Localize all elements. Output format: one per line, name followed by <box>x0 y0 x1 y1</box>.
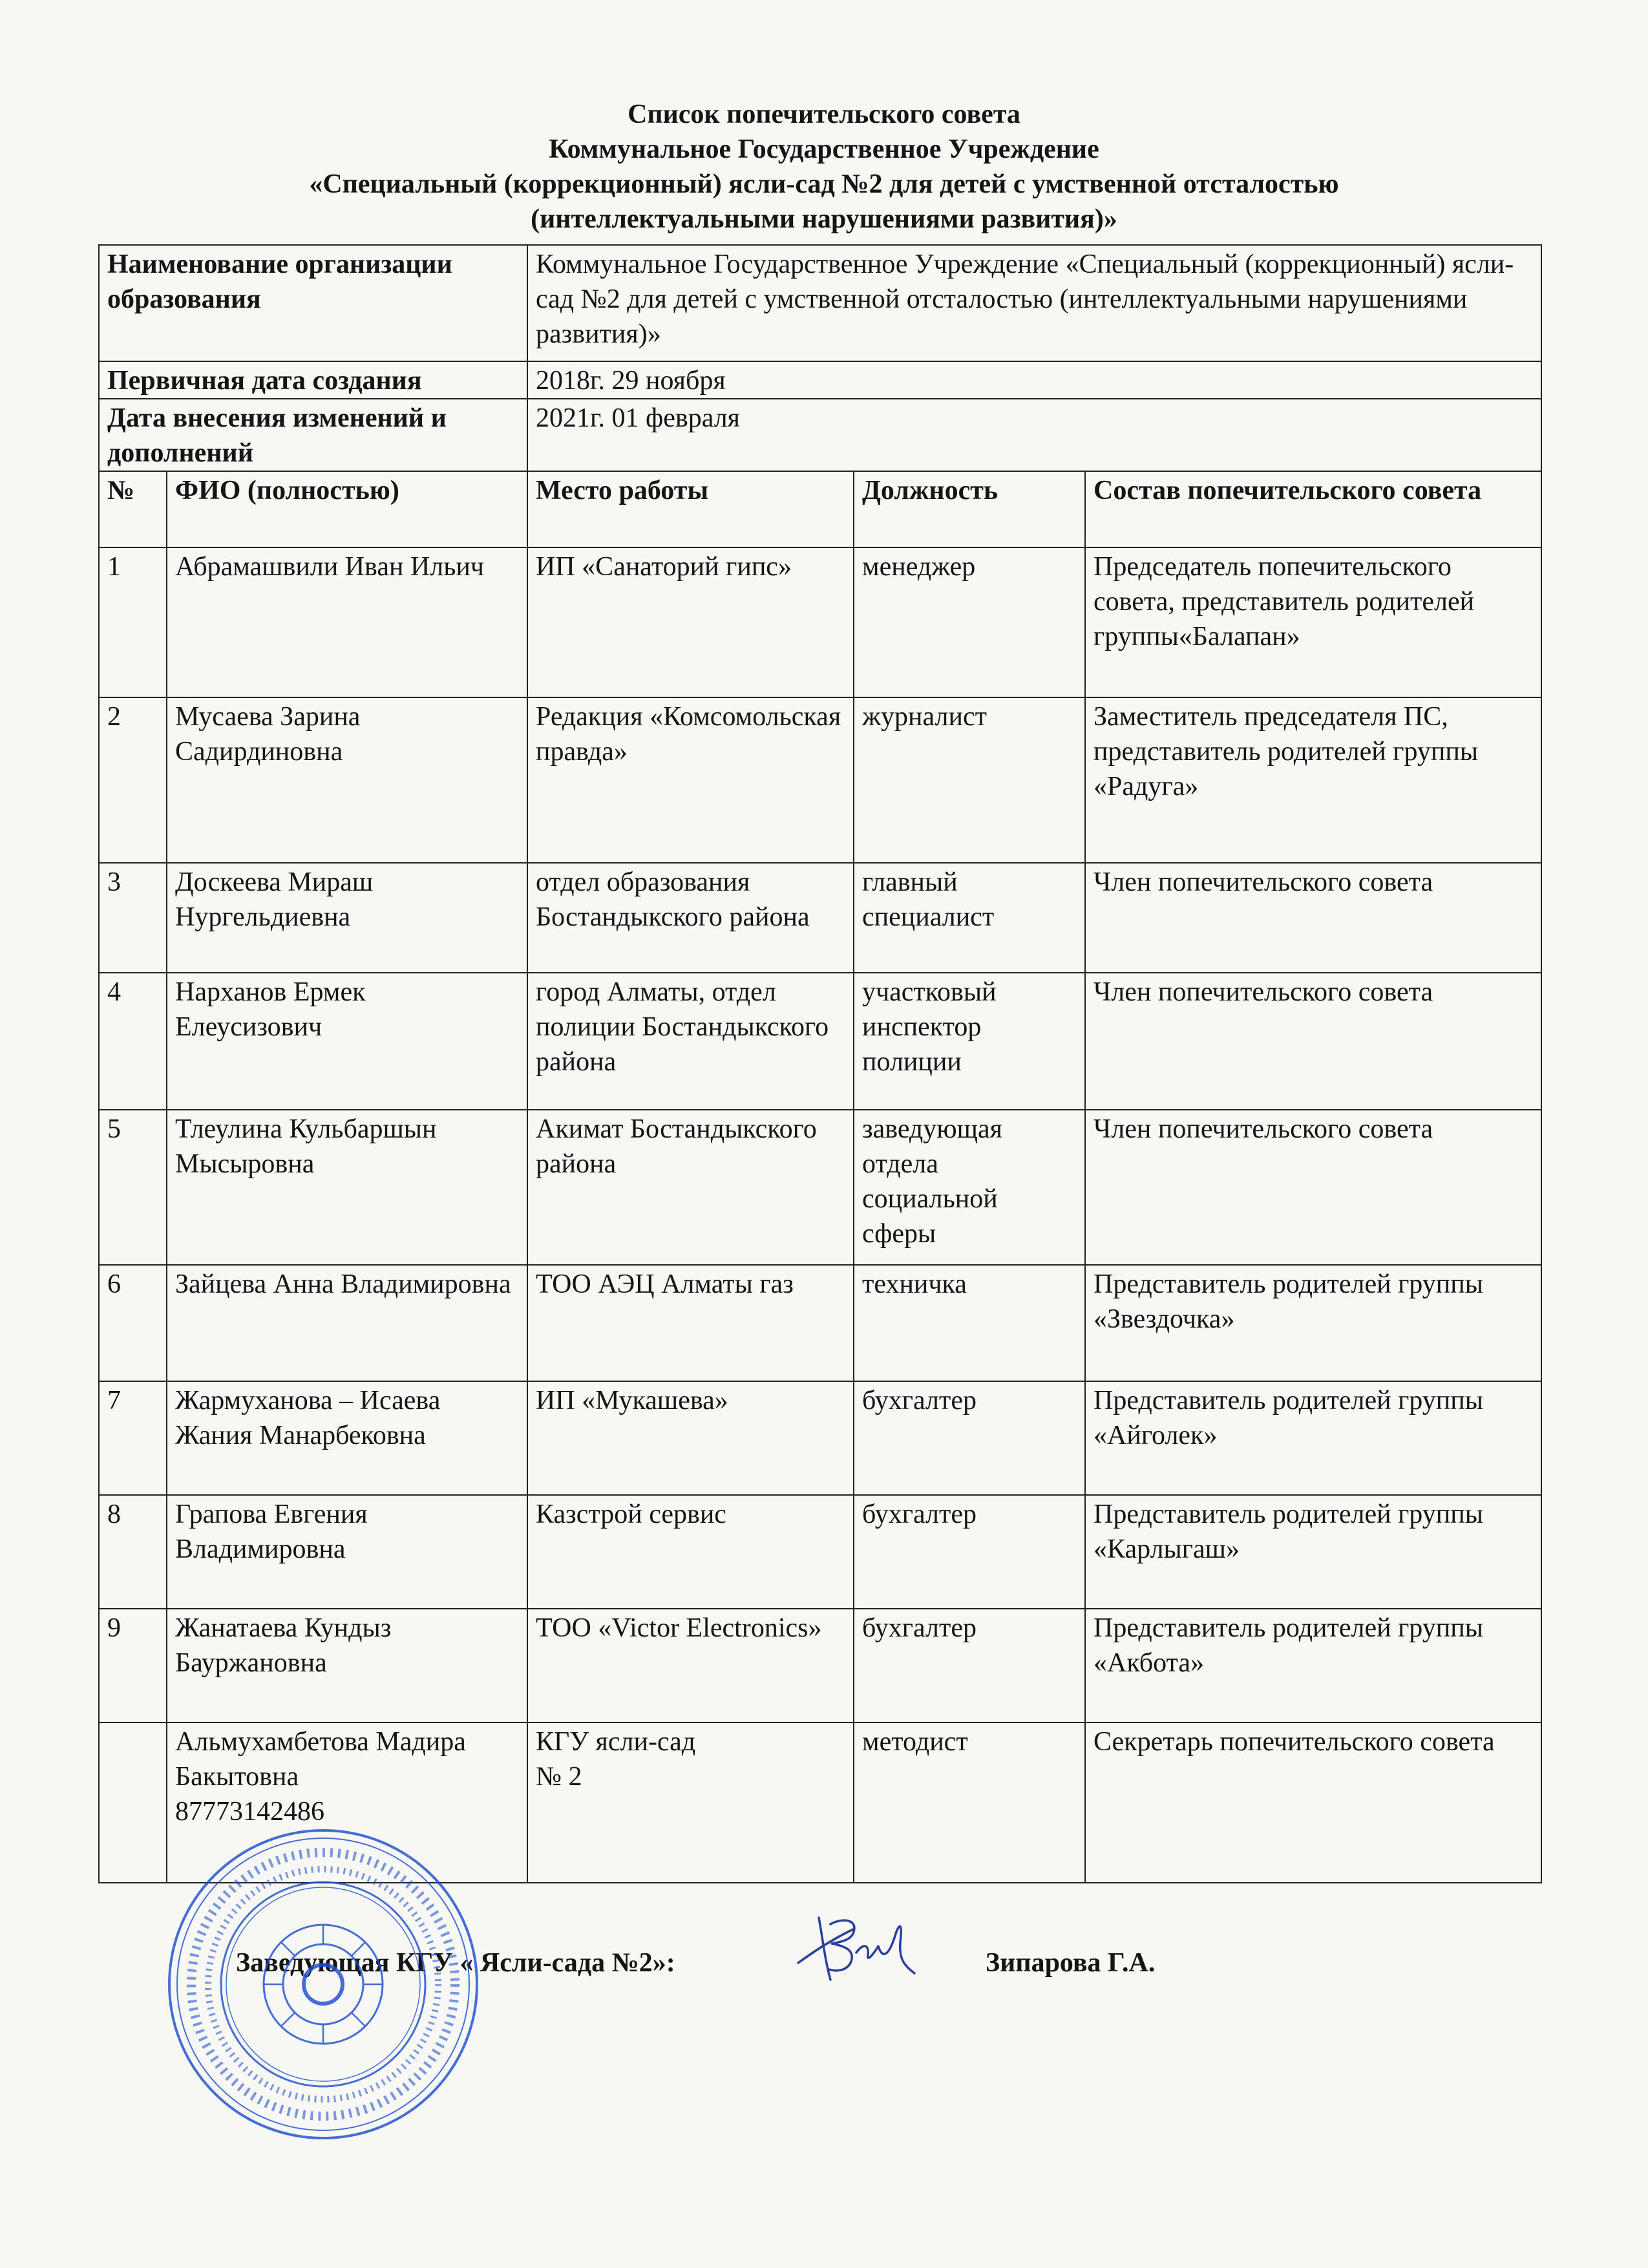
cell-name: Тлеулина Кульбаршын Мысыровна <box>167 1110 527 1265</box>
cell-role: Представитель родителей группы «Карлыгаш» <box>1085 1495 1541 1609</box>
cell-num: 4 <box>99 973 167 1110</box>
cell-num <box>99 1722 167 1883</box>
header-num: № <box>99 471 167 547</box>
changed-date-label: Дата внесения изменений и дополнений <box>99 399 527 471</box>
table-row <box>99 863 1541 973</box>
cell-role: Член попечительского совета <box>1085 1110 1541 1265</box>
cell-work: ИП «Санаторий гипс» <box>527 547 854 697</box>
created-date-label: Первичная дата создания <box>99 361 527 399</box>
cell-num: 3 <box>99 863 167 973</box>
table-header-row <box>99 471 1541 547</box>
cell-position: техничка <box>854 1265 1085 1381</box>
cell-num: 7 <box>99 1381 167 1495</box>
changed-date-row <box>99 399 1541 471</box>
header-name: ФИО (полностью) <box>167 471 527 547</box>
cell-num: 2 <box>99 697 167 863</box>
cell-work: Казстрой сервис <box>527 1495 854 1609</box>
signatory-name: Зипарова Г.А. <box>986 1948 1156 1978</box>
cell-role: Секретарь попечительского совета <box>1085 1722 1541 1883</box>
cell-name: Нарханов Ермек Елеусизович <box>167 973 527 1110</box>
handwritten-signature <box>792 1903 921 1987</box>
cell-work: ТОО «Victor Electronics» <box>527 1609 854 1722</box>
document-title <box>97 97 1551 237</box>
title-line: Список попечительского совета <box>628 100 1020 129</box>
cell-position: участковый инспектор полиции <box>854 973 1085 1110</box>
secretary-work-line: КГУ ясли-сад <box>536 1727 696 1757</box>
cell-num: 5 <box>99 1110 167 1265</box>
cell-position: заведующая отдела социальной сферы <box>854 1110 1085 1265</box>
official-stamp <box>162 1823 485 2146</box>
cell-work: ИП «Мукашева» <box>527 1381 854 1495</box>
board-table <box>98 244 1542 1883</box>
cell-name: Грапова Евгения Владимировна <box>167 1495 527 1609</box>
cell-work: отдел образования Бостандыкского района <box>527 863 854 973</box>
cell-role: Представитель родителей группы «Айголек» <box>1085 1381 1541 1495</box>
cell-work: Акимат Бостандыкского района <box>527 1110 854 1265</box>
table-row <box>99 1381 1541 1495</box>
secretary-name: Альмухамбетова Мадира Бакытовна <box>175 1727 466 1792</box>
cell-work: город Алматы, отдел полиции Бостандыкского района <box>527 973 854 1110</box>
cell-work: Редакция «Комсомольская правда» <box>527 697 854 863</box>
cell-name: Доскеева Мираш Нургельдиевна <box>167 863 527 973</box>
created-date-row <box>99 361 1541 399</box>
title-line: Коммунальное Государственное Учреждение <box>549 134 1099 164</box>
signature-label: Заведующая КГУ « Ясли-сада №2»: <box>236 1948 675 1978</box>
cell-position: бухгалтер <box>854 1495 1085 1609</box>
table-row <box>99 1110 1541 1265</box>
cell-work: ТОО АЭЦ Алматы газ <box>527 1265 854 1381</box>
cell-num: 1 <box>99 547 167 697</box>
cell-position: методист <box>854 1722 1085 1883</box>
cell-name: Мусаева Зарина Садирдиновна <box>167 697 527 863</box>
title-line: «Специальный (коррекционный) ясли-сад №2 для детей с умственной отсталостью <box>309 169 1339 199</box>
cell-role: Представитель родителей группы «Звездочка» <box>1085 1265 1541 1381</box>
table-row <box>99 1265 1541 1381</box>
cell-num: 9 <box>99 1609 167 1722</box>
cell-num: 6 <box>99 1265 167 1381</box>
header-work: Место работы <box>527 471 854 547</box>
secretary-work-line: № 2 <box>536 1762 582 1792</box>
cell-position: менеджер <box>854 547 1085 697</box>
table-row <box>99 547 1541 697</box>
cell-name: Зайцева Анна Владимировна <box>167 1265 527 1381</box>
cell-name: Абрамашвили Иван Ильич <box>167 547 527 697</box>
cell-role: Член попечительского совета <box>1085 973 1541 1110</box>
cell-name: Жармуханова – Исаева Жания Манарбековна <box>167 1381 527 1495</box>
table-row <box>99 973 1541 1110</box>
org-name-label: Наименование организации образования <box>99 245 527 361</box>
secretary-phone: 87773142486 <box>175 1797 324 1827</box>
cell-role: Заместитель председателя ПС, представитель родителей группы «Радуга» <box>1085 697 1541 863</box>
org-name-value: Коммунальное Государственное Учреждение «Специальный (коррекционный) ясли-сад №2 для детей с умственной отсталостью (интеллектуальными нарушениями развития)» <box>527 245 1541 361</box>
cell-role: Председатель попечительского совета, представитель родителей группы«Балапан» <box>1085 547 1541 697</box>
org-name-row <box>99 245 1541 361</box>
cell-position: главный специалист <box>854 863 1085 973</box>
cell-position: бухгалтер <box>854 1609 1085 1722</box>
cell-role: Член попечительского совета <box>1085 863 1541 973</box>
cell-name: Жанатаева Кундыз Бауржановна <box>167 1609 527 1722</box>
cell-work <box>527 1722 854 1883</box>
cell-position: бухгалтер <box>854 1381 1085 1495</box>
header-position: Должность <box>854 471 1085 547</box>
created-date-value: 2018г. 29 ноября <box>527 361 1541 399</box>
title-line: (интеллектуальными нарушениями развития)» <box>531 204 1117 234</box>
cell-position: журналист <box>854 697 1085 863</box>
table-row <box>99 697 1541 863</box>
cell-role: Представитель родителей группы «Акбота» <box>1085 1609 1541 1722</box>
table-row <box>99 1495 1541 1609</box>
header-role: Состав попечительского совета <box>1085 471 1541 547</box>
changed-date-value: 2021г. 01 февраля <box>527 399 1541 471</box>
cell-num: 8 <box>99 1495 167 1609</box>
table-row <box>99 1609 1541 1722</box>
